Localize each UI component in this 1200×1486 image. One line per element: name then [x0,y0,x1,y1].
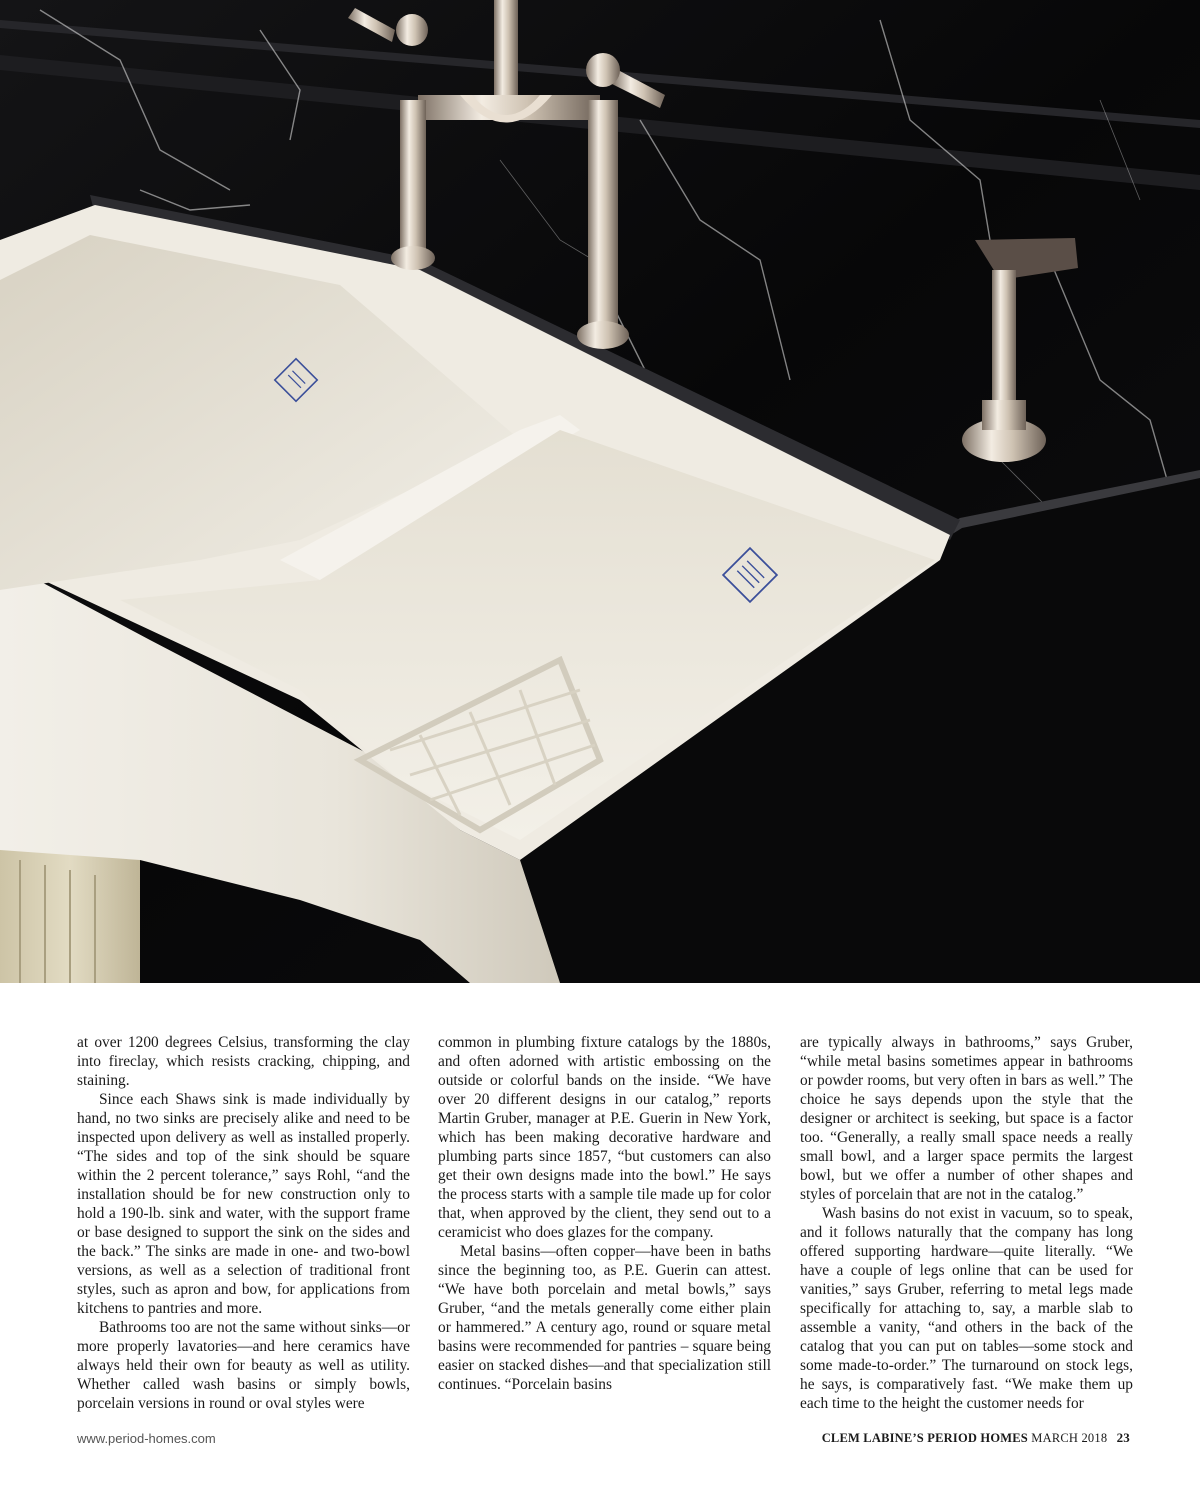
paragraph: Since each Shaws sink is made individually by hand, no two sinks are precisely alike and need to be inspected upon delivery as well as installed properly. “The sides and top of the sink should be square within the 2 percent tolerance,” says Rohl, “and the installation should be for new construction only to hold a 190-lb. sink and water, with the support frame or base designed to support the sink on the sides and the back.” The sinks are made in one- and two-bowl versions, as well as a selection of traditional front styles, such as apron and bow, for applications from kitchens to pantries and more. [77,1091,410,1317]
footer-website: www.period-homes.com [77,1431,216,1446]
issue-date: MARCH 2018 [1031,1431,1108,1445]
article-column-2 [438,1033,771,1394]
page-number: 23 [1116,1430,1130,1445]
paragraph: Wash basins do not exist in vacuum, so to speak, and it follows naturally that the company has long offered supporting hardware—quite literally. “We have a couple of legs online that can be used for vanities,” says Gruber, referring to metal legs made specifically for attaching to, say, a marble slab to assemble a vanity, “and others in the back of the catalog that you can put on tables—some stock and some made-to-order.” The turnaround on stock legs, he says, is comparatively fast. “We make them up each time to the height the customer needs for [800,1205,1133,1412]
article-column-3 [800,1033,1133,1413]
paragraph: at over 1200 degrees Celsius, transforming the clay into fireclay, which resists cracking, chipping, and staining. [77,1034,410,1089]
footer-folio [822,1430,1130,1446]
paragraph: Metal basins—often copper—have been in baths since the beginning too, as P.E. Guerin can attest. “We have both porcelain and metal bowls,” says Gruber, “and the metals generally come either plain or hammered.” A century ago, round or square metal basins were recommended for pantries – square being easier on stacked dishes—and that specialization still continues. “Porcelain basins [438,1243,771,1393]
paragraph: Bathrooms too are not the same without sinks—or more properly lavatories—and here ceramics have always held their own for beauty as well as utility. Whether called wash basins or simply bowls, porcelain versions in round or oval styles were [77,1319,410,1412]
paragraph: are typically always in bathrooms,” says Gruber, “while metal basins sometimes appear in bathrooms or powder rooms, but very often in bars as well.” The choice he says depends upon the style that the designer or architect is seeking, but space is a factor too. “Generally, a really small space needs a really small bowl, and a larger space permits the largest bowl, but we offer a number of other shapes and styles of porcelain that are not in the catalog.” [800,1034,1133,1203]
paragraph: common in plumbing fixture catalogs by the 1880s, and often adorned with artistic embossing on the outside or colorful bands on the inside. “We have over 20 different designs in our catalog,” reports Martin Gruber, manager at P.E. Guerin in New York, which has been making decorative hardware and plumbing parts since 1857, “but customers can also get their own designs made into the bowl.” He says the process starts with a sample tile made up for color that, when approved by the client, they send out to a ceramicist who does glazes for the company. [438,1034,771,1241]
article-column-1 [77,1033,410,1413]
publication-name: CLEM LABINE’S PERIOD HOMES [821,1431,1028,1445]
